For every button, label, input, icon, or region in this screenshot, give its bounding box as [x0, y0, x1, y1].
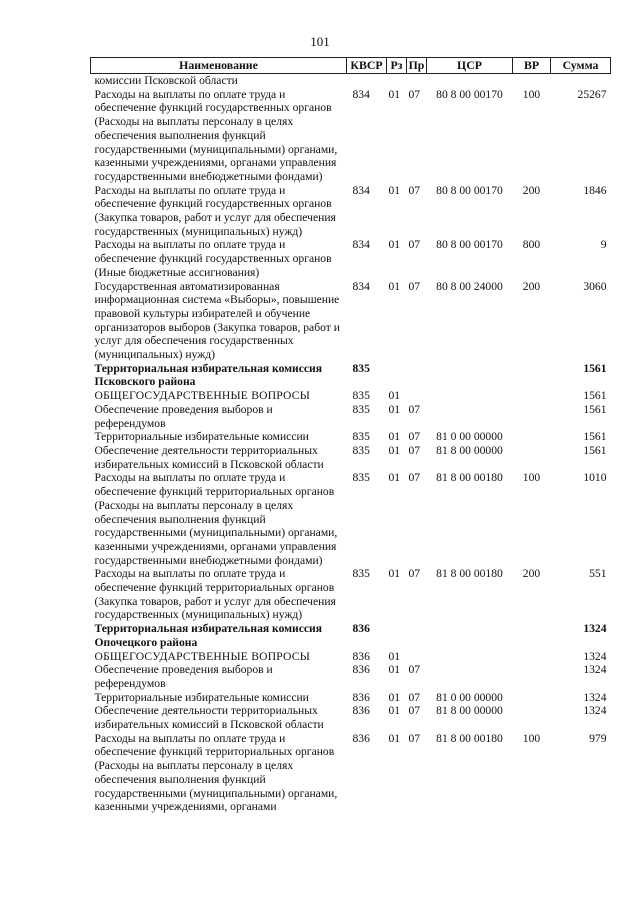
cell-name: Расходы на выплаты по оплате труда и обеспечение функций государственных органов (Иные бюджетные ассигнования)	[94, 238, 332, 279]
header-pr: Пр	[407, 58, 427, 74]
cell-name: Территориальные избирательные комиссии	[94, 430, 309, 444]
cell-csr	[427, 362, 513, 389]
cell-rz: 01	[388, 663, 401, 677]
cell-pr: 07	[408, 87, 421, 101]
cell-name: Обеспечение деятельности территориальных избирательных комиссий в Псковской области	[94, 443, 324, 471]
cell-rz	[387, 74, 407, 88]
cell-vr: 100	[522, 471, 541, 485]
cell-pr: 07	[408, 183, 421, 197]
cell-sum: 1561	[583, 389, 607, 403]
cell-sum: 1561	[583, 361, 607, 375]
cell-csr: 81 0 00 00000	[436, 430, 503, 444]
cell-csr	[427, 403, 513, 430]
cell-vr: 200	[522, 279, 541, 293]
cell-kvsr: 834	[352, 238, 370, 252]
cell-sum: 25267	[577, 87, 607, 101]
cell-sum: 979	[589, 731, 607, 745]
table-row	[91, 691, 611, 705]
cell-csr: 80 8 00 00170	[436, 183, 503, 197]
cell-name: Территориальная избирательная комиссия Опочецкого района	[94, 622, 322, 649]
cell-rz	[387, 622, 407, 649]
cell-rz: 01	[388, 567, 401, 581]
cell-kvsr: 836	[352, 690, 370, 704]
cell-sum: 1324	[583, 690, 607, 704]
cell-pr	[407, 74, 427, 88]
table-row	[91, 567, 611, 622]
cell-sum: 1561	[583, 402, 607, 416]
cell-sum: 1324	[583, 663, 607, 677]
cell-csr	[427, 74, 513, 88]
cell-kvsr: 834	[352, 87, 370, 101]
cell-rz: 01	[388, 649, 401, 663]
cell-sum: 1324	[583, 704, 607, 718]
cell-name: Расходы на выплаты по оплате труда и обеспечение функций территориальных органов (Расходы на выплаты персоналу в целях обеспечения выполнения функций государственными (муниципальными) органами, казенными учреждениями, органами управления государственными внебюджетными фондами)	[94, 471, 338, 567]
table-row	[91, 732, 611, 814]
header-kvsr: КВСР	[347, 58, 387, 74]
cell-kvsr: 835	[352, 361, 370, 375]
cell-kvsr: 835	[352, 430, 370, 444]
cell-name: комиссии Псковской области	[94, 74, 238, 87]
cell-rz: 01	[388, 430, 401, 444]
cell-rz: 01	[388, 183, 401, 197]
cell-vr	[513, 663, 551, 690]
table-row	[91, 622, 611, 649]
cell-pr	[407, 389, 427, 403]
cell-kvsr: 834	[352, 183, 370, 197]
cell-sum: 551	[589, 567, 607, 581]
cell-rz: 01	[388, 704, 401, 718]
cell-csr	[427, 622, 513, 649]
cell-vr: 200	[522, 183, 541, 197]
cell-vr	[513, 74, 551, 88]
cell-pr	[407, 622, 427, 649]
cell-vr	[513, 403, 551, 430]
cell-kvsr: 835	[352, 443, 370, 457]
cell-kvsr: 836	[352, 663, 370, 677]
header-sum: Сумма	[551, 58, 611, 74]
cell-csr: 81 0 00 00000	[436, 690, 503, 704]
cell-name: Территориальные избирательные комиссии	[94, 690, 309, 704]
header-csr: ЦСР	[427, 58, 513, 74]
cell-vr	[513, 691, 551, 705]
cell-name: Обеспечение деятельности территориальных избирательных комиссий в Псковской области	[94, 704, 324, 732]
cell-pr: 07	[408, 731, 421, 745]
table-row	[91, 471, 611, 567]
table-row	[91, 74, 611, 88]
table-row	[91, 403, 611, 430]
table-row	[91, 430, 611, 444]
cell-kvsr: 835	[352, 402, 370, 416]
cell-pr	[407, 650, 427, 664]
cell-kvsr: 836	[352, 731, 370, 745]
table-row	[91, 88, 611, 184]
cell-rz	[387, 362, 407, 389]
table-row	[91, 362, 611, 389]
cell-pr: 07	[408, 471, 421, 485]
cell-name: Расходы на выплаты по оплате труда и обеспечение функций государственных органов (Расходы на выплаты персоналу в целях обеспечения выполнения функций государственными (муниципальными) органами, казенными учреждениями, органами управления государственными внебюджетными фондами)	[94, 87, 338, 183]
cell-sum: 9	[600, 238, 607, 252]
budget-table	[90, 57, 611, 814]
cell-rz: 01	[388, 279, 401, 293]
cell-kvsr	[347, 74, 387, 88]
cell-vr	[513, 704, 551, 731]
table-row	[91, 280, 611, 362]
cell-rz: 01	[388, 238, 401, 252]
cell-csr: 80 8 00 24000	[436, 279, 503, 293]
cell-rz: 01	[388, 87, 401, 101]
table-body	[91, 74, 611, 814]
table-row	[91, 704, 611, 731]
cell-csr	[427, 650, 513, 664]
cell-vr	[513, 430, 551, 444]
cell-csr: 81 8 00 00180	[436, 471, 503, 485]
cell-name: Обеспечение проведения выборов и референдумов	[94, 663, 273, 690]
cell-pr: 07	[408, 663, 421, 677]
cell-pr: 07	[408, 279, 421, 293]
cell-vr	[513, 622, 551, 649]
cell-sum: 1324	[583, 649, 607, 663]
table-row	[91, 238, 611, 279]
cell-kvsr: 836	[352, 622, 370, 636]
cell-vr	[513, 389, 551, 403]
cell-sum: 1561	[583, 430, 607, 444]
cell-csr: 81 8 00 00180	[436, 567, 503, 581]
cell-name: Государственная автоматизированная информационная система «Выборы», повышение правовой культуры избирателей и обучение организаторов выборов (Закупка товаров, работ и услуг для обеспечения государственных (муниципальных) нужд)	[94, 279, 340, 362]
cell-pr: 07	[408, 704, 421, 718]
cell-name: Территориальная избирательная комиссия Псковского района	[94, 361, 322, 389]
cell-pr: 07	[408, 567, 421, 581]
cell-pr	[407, 362, 427, 389]
cell-rz: 01	[388, 443, 401, 457]
cell-rz: 01	[388, 402, 401, 416]
cell-csr	[427, 663, 513, 690]
header-rz: Рз	[387, 58, 407, 74]
table-row	[91, 650, 611, 664]
cell-csr: 81 8 00 00180	[436, 731, 503, 745]
cell-rz: 01	[388, 731, 401, 745]
cell-sum	[551, 74, 611, 88]
cell-vr: 100	[522, 87, 541, 101]
cell-name: ОБЩЕГОСУДАРСТВЕННЫЕ ВОПРОСЫ	[94, 649, 311, 663]
cell-sum: 3060	[583, 279, 607, 293]
table-row	[91, 444, 611, 471]
cell-vr: 800	[522, 238, 541, 252]
cell-vr	[513, 650, 551, 664]
cell-rz: 01	[388, 471, 401, 485]
cell-rz: 01	[388, 389, 401, 403]
table-row	[91, 184, 611, 239]
cell-csr: 81 8 00 00000	[436, 704, 503, 718]
cell-kvsr: 835	[352, 389, 370, 403]
cell-rz: 01	[388, 690, 401, 704]
cell-pr: 07	[408, 238, 421, 252]
cell-sum: 1324	[583, 622, 607, 636]
cell-vr	[513, 444, 551, 471]
cell-sum: 1846	[583, 183, 607, 197]
table-header	[91, 58, 611, 74]
cell-csr	[427, 389, 513, 403]
table-row	[91, 663, 611, 690]
cell-csr: 80 8 00 00170	[436, 87, 503, 101]
cell-csr: 81 8 00 00000	[436, 443, 503, 457]
cell-pr: 07	[408, 443, 421, 457]
cell-vr	[513, 362, 551, 389]
cell-name: Расходы на выплаты по оплате труда и обеспечение функций территориальных органов (Закупка товаров, работ и услуг для обеспечения государственных (муниципальных) нужд)	[94, 567, 336, 622]
header-vr: ВР	[513, 58, 551, 74]
cell-sum: 1561	[583, 443, 607, 457]
cell-name: Расходы на выплаты по оплате труда и обеспечение функций территориальных органов (Расходы на выплаты персоналу в целях обеспечения выполнения функций государственными (муниципальными) органами, казенными учреждениями, органами	[94, 731, 338, 814]
cell-csr: 80 8 00 00170	[436, 238, 503, 252]
cell-vr: 200	[522, 567, 541, 581]
cell-kvsr: 835	[352, 471, 370, 485]
cell-pr: 07	[408, 690, 421, 704]
cell-kvsr: 836	[352, 649, 370, 663]
cell-name: Расходы на выплаты по оплате труда и обеспечение функций государственных органов (Закупка товаров, работ и услуг для обеспечения государственных (муниципальных) нужд)	[94, 183, 336, 238]
cell-vr: 100	[522, 731, 541, 745]
header-name: Наименование	[91, 58, 347, 74]
page-number: 101	[310, 34, 330, 49]
cell-name: Обеспечение проведения выборов и референдумов	[94, 402, 273, 430]
cell-name: ОБЩЕГОСУДАРСТВЕННЫЕ ВОПРОСЫ	[94, 389, 311, 403]
cell-kvsr: 834	[352, 279, 370, 293]
table-row	[91, 389, 611, 403]
cell-pr: 07	[408, 402, 421, 416]
cell-sum: 1010	[583, 471, 607, 485]
cell-kvsr: 835	[352, 567, 370, 581]
cell-kvsr: 836	[352, 704, 370, 718]
cell-pr: 07	[408, 430, 421, 444]
